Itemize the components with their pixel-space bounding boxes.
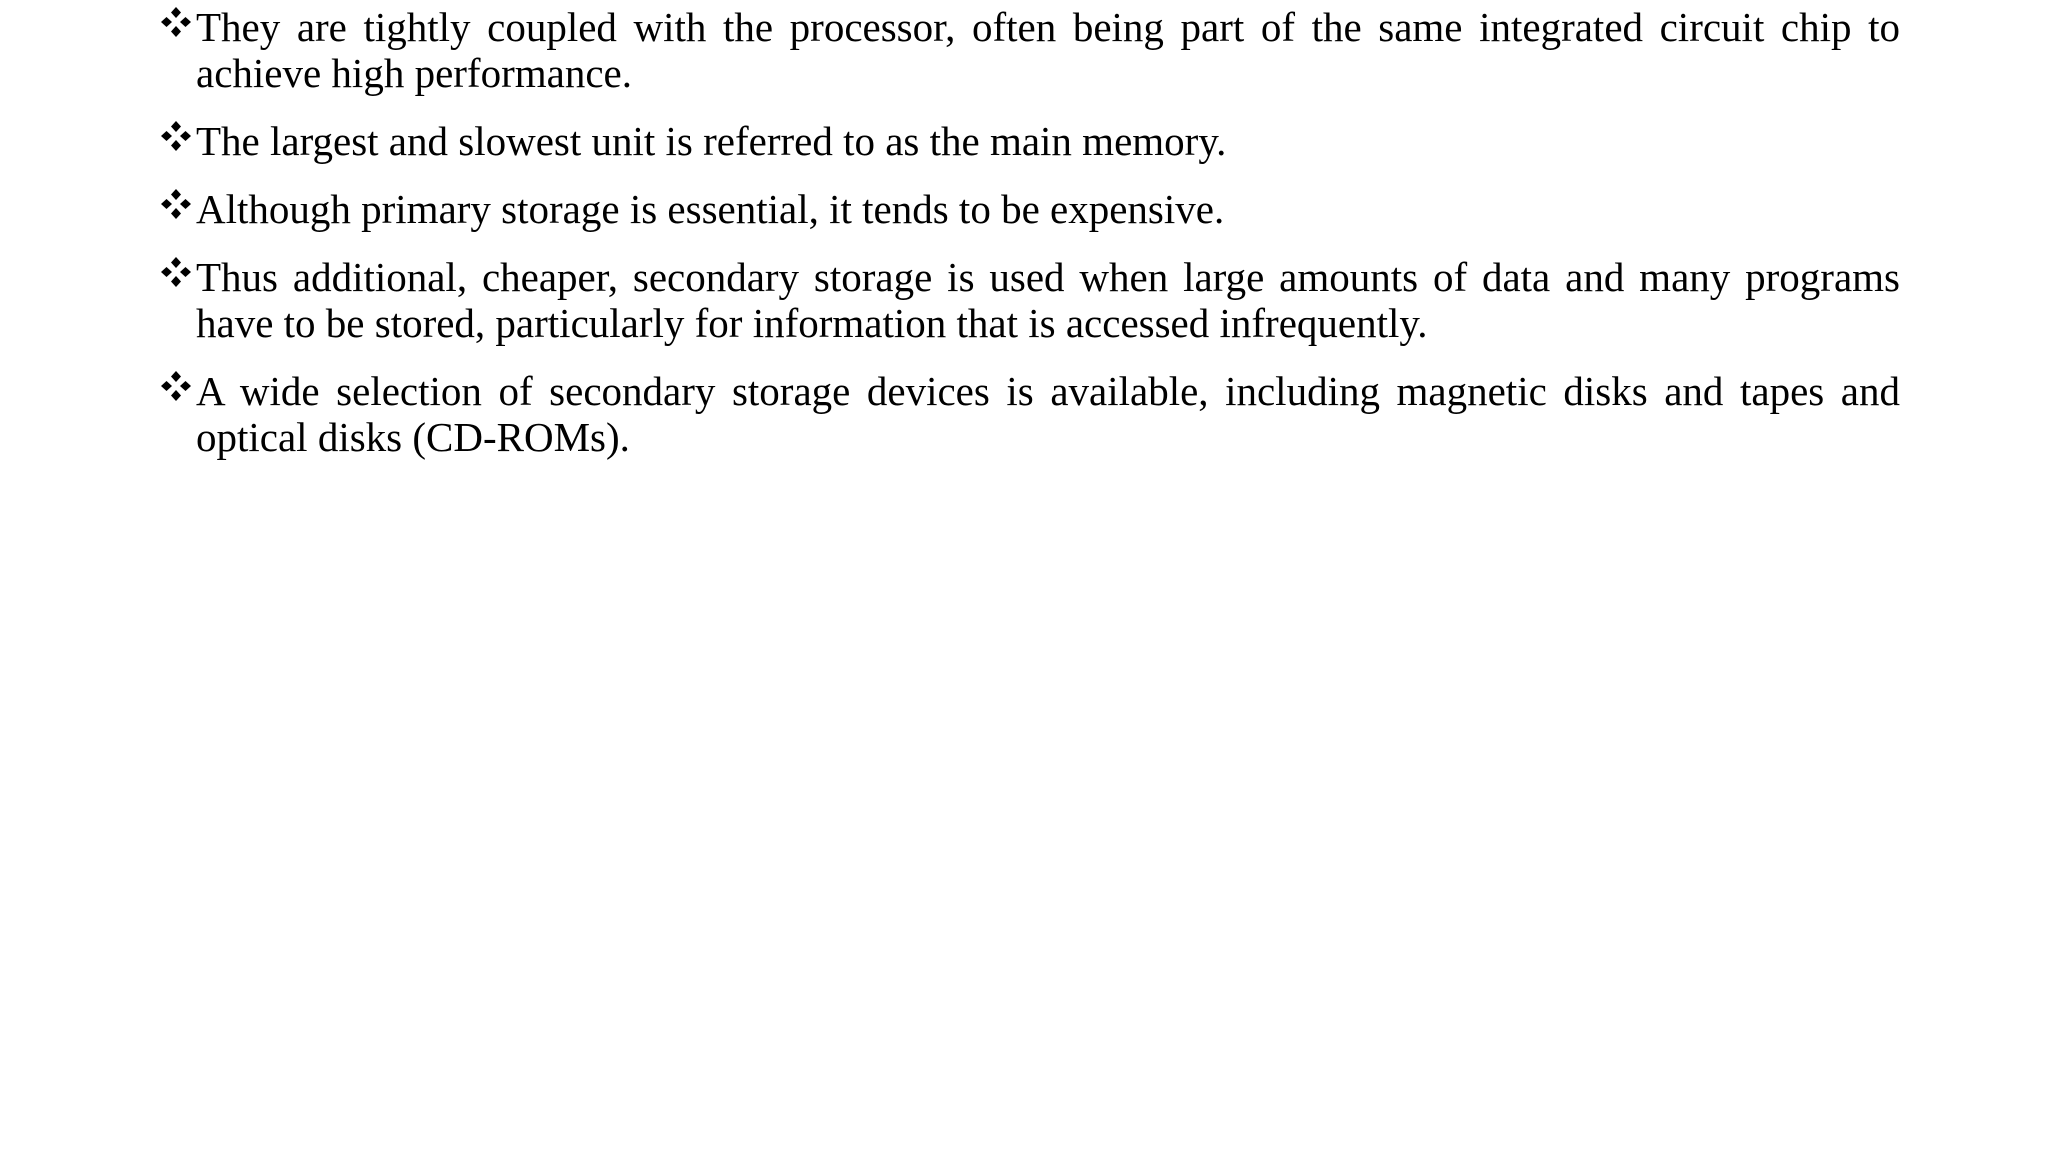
list-item xyxy=(160,186,1900,232)
bullet-text: Thus additional, cheaper, secondary storage is used when large amounts of data and many programs have to be stored, particularly for information that is accessed infrequently. xyxy=(196,254,1900,346)
four-diamond-bullet-icon xyxy=(160,120,192,152)
list-item xyxy=(160,4,1900,96)
four-diamond-bullet-icon xyxy=(160,370,192,402)
bullet-list xyxy=(160,4,1900,482)
list-item xyxy=(160,118,1900,164)
bullet-text: Although primary storage is essential, it tends to be expensive. xyxy=(196,186,1225,232)
four-diamond-bullet-icon xyxy=(160,6,192,38)
four-diamond-bullet-icon xyxy=(160,256,192,288)
bullet-text: They are tightly coupled with the processor, often being part of the same integrated circuit chip to achieve high performance. xyxy=(196,4,1900,96)
bullet-text: The largest and slowest unit is referred to as the main memory. xyxy=(196,118,1227,164)
four-diamond-bullet-icon xyxy=(160,188,192,220)
bullet-text: A wide selection of secondary storage devices is available, including magnetic disks and tapes and optical disks (CD-ROMs). xyxy=(196,368,1900,460)
list-item xyxy=(160,368,1900,460)
list-item xyxy=(160,254,1900,346)
